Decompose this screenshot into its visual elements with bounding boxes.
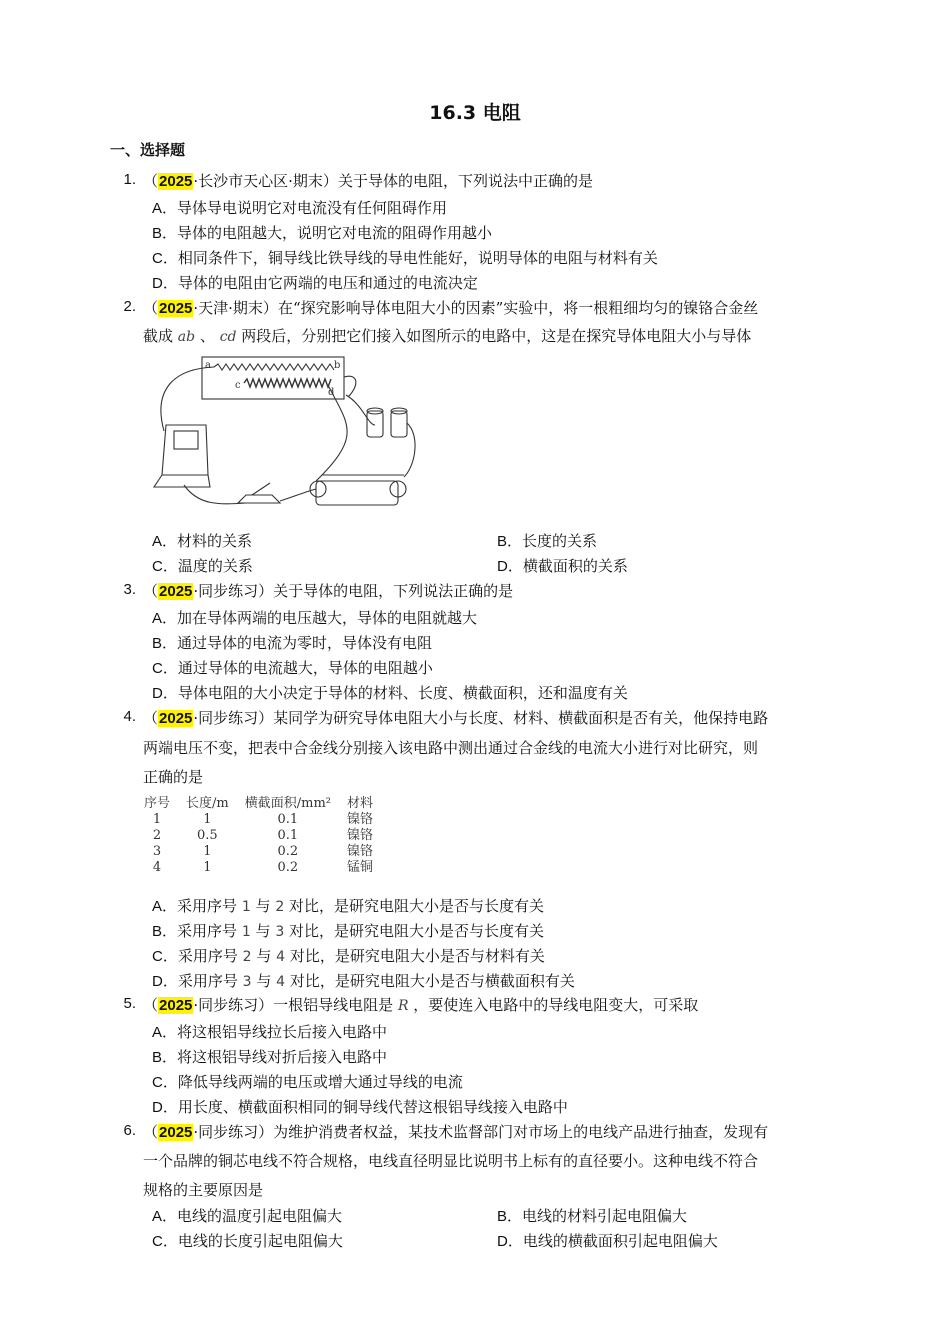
year-tag: 2025 (159, 710, 193, 727)
option-a[interactable]: A．加在导体两端的电压越大，导体的电阻就越大 (152, 609, 478, 627)
table-row: 4 1 0.2 锰铜 (152, 860, 373, 875)
option-c[interactable]: C．温度的关系 (152, 557, 253, 575)
question-stem: （2025·长沙市天心区·期末）关于导体的电阻，下列说法中正确的是 (143, 172, 593, 190)
page-title: 16.3 电阻 (429, 102, 521, 124)
question-stem: （2025·天津·期末）在“探究影响导体电阻大小的因素”实验中，将一根粗细均匀的镍铬合金丝 (143, 299, 759, 317)
option-a[interactable]: A．导体导电说明它对电流没有任何阻碍作用 (152, 199, 448, 217)
option-b[interactable]: B．电线的材料引起电阻偏大 (497, 1207, 688, 1225)
section-title: 一、选择题 (110, 141, 186, 159)
wire-ab (214, 364, 334, 370)
table-row: 2 0.5 0.1 镍铬 (152, 828, 373, 843)
label-d: d (328, 387, 335, 398)
resistance-board (202, 357, 344, 399)
option-a[interactable]: A．采用序号 1 与 2 对比，是研究电阻大小是否与长度有关 (152, 897, 545, 915)
data-table (136, 796, 381, 876)
question-stem: （2025·同步练习）为维护消费者权益，某技术监督部门对市场上的电线产品进行抽查，发现有 (143, 1123, 769, 1141)
question-stem-line3: 正确的是 (143, 768, 204, 786)
option-d[interactable]: D．导体电阻的大小决定于导体的材料、长度、横截面积，还和温度有关 (152, 684, 628, 702)
ammeter (162, 425, 208, 475)
year-tag: 2025 (159, 997, 193, 1014)
option-d[interactable]: D．导体的电阻由它两端的电压和通过的电流决定 (152, 274, 478, 292)
question-stem-line2: 截成 ab 、 cd 两段后，分别把它们接入如图所示的电路中，这是在探究导体电阻大小与导体 (143, 327, 752, 345)
option-c[interactable]: C．降低导线两端的电压或增大通过导线的电流 (152, 1073, 463, 1091)
wire-cd (244, 379, 331, 387)
question-stem: （2025·同步练习）某同学为研究导体电阻大小与长度、材料、横截面积是否有关，他保持电路 (143, 709, 769, 727)
battery-cell (367, 411, 383, 437)
battery-cell (391, 411, 407, 437)
option-b[interactable]: B．长度的关系 (497, 532, 598, 550)
label-b: b (334, 360, 341, 371)
option-a[interactable]: A．材料的关系 (152, 532, 253, 550)
label-a: a (205, 360, 211, 371)
option-d[interactable]: D．横截面积的关系 (497, 557, 628, 575)
year-tag: 2025 (159, 1124, 193, 1141)
table-row: 3 1 0.2 镍铬 (152, 844, 373, 859)
option-d[interactable]: D．采用序号 3 与 4 对比，是研究电阻大小是否与横截面积有关 (152, 972, 575, 990)
option-b[interactable]: B．将这根铝导线对折后接入电路中 (152, 1048, 388, 1066)
question-number: 4. (123, 708, 136, 725)
circuit-figure (148, 355, 423, 517)
question-number: 2. (123, 298, 136, 315)
table-row: 1 1 0.1 镍铬 (152, 812, 373, 827)
option-a[interactable]: A．电线的温度引起电阻偏大 (152, 1207, 343, 1225)
option-d[interactable]: D．电线的横截面积引起电阻偏大 (497, 1232, 718, 1250)
question-stem: （2025·同步练习）关于导体的电阻，下列说法正确的是 (143, 582, 514, 600)
option-d[interactable]: D．用长度、横截面积相同的铜导线代替这根铝导线接入电路中 (152, 1098, 568, 1116)
option-a[interactable]: A．将这根铝导线拉长后接入电路中 (152, 1023, 388, 1041)
option-c[interactable]: C．通过导体的电流越大，导体的电阻越小 (152, 659, 433, 677)
question-number: 3. (123, 581, 136, 598)
question-number: 1. (123, 171, 136, 188)
year-tag: 2025 (159, 173, 193, 190)
question-stem: （2025·同步练习）一根铝导线电阻是 R ，要使连入电路中的导线电阻变大，可采取 (143, 996, 699, 1014)
question-number: 6. (123, 1122, 136, 1139)
question-stem-line2: 两端电压不变，把表中合金线分别接入该电路中测出通过合金线的电流大小进行对比研究，则 (143, 739, 759, 757)
option-b[interactable]: B．采用序号 1 与 3 对比，是研究电阻大小是否与长度有关 (152, 922, 545, 940)
year-tag: 2025 (159, 583, 193, 600)
rheostat (316, 481, 398, 505)
question-stem-line2: 一个品牌的铜芯电线不符合规格，电线直径明显比说明书上标有的直径要小。这种电线不符合 (143, 1152, 759, 1170)
question-stem-line3: 规格的主要原因是 (143, 1181, 264, 1199)
option-c[interactable]: C．相同条件下，铜导线比铁导线的导电性能好，说明导体的电阻与材料有关 (152, 249, 658, 267)
option-b[interactable]: B．通过导体的电流为零时，导体没有电阻 (152, 634, 433, 652)
question-number: 5. (123, 995, 136, 1012)
label-c: c (235, 380, 241, 391)
year-tag: 2025 (159, 300, 193, 317)
option-c[interactable]: C．采用序号 2 与 4 对比，是研究电阻大小是否与材料有关 (152, 947, 545, 965)
switch (238, 495, 280, 503)
option-b[interactable]: B．导体的电阻越大，说明它对电流的阻碍作用越小 (152, 224, 493, 242)
table-header: 序号 长度/m 横截面积/mm² 材料 (144, 796, 373, 811)
option-c[interactable]: C．电线的长度引起电阻偏大 (152, 1232, 343, 1250)
